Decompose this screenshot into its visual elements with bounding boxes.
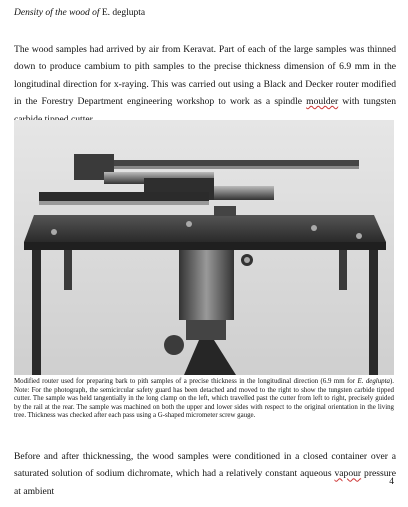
figure-caption: [14, 378, 394, 421]
router-photo-illustration: [14, 120, 394, 375]
running-header: [14, 8, 394, 19]
caption-text-1: Modified router used for preparing bark to pith samples of a precise thickness in the longitudinal direction (6.9 mm for: [14, 378, 358, 385]
header-species: E. deglupta: [101, 8, 146, 18]
page-number: 4: [389, 477, 394, 487]
caption-text-2: ). Note: For the photograph, the semicircular safety guard has been detached and moved to the right to show the tungsten carbide tipped cutter. The sample was held tangentially in the long clamp on the left, which travelled past the cutter from left to right, precisely guided by the rail at the rear. The sample was machined on both the upper and lower sides with respect to the original orientation in the living tree. Thickness was checked after each pass using a G-shaped micrometer screw gauge.: [14, 378, 394, 420]
body2-text-1: Before and after thicknessing, the wood samples were conditioned in a closed container over a saturated solution of sodium dichromate, which had a relatively constant aqueous: [14, 451, 396, 480]
caption-species: E. deglupta: [357, 378, 390, 385]
body2-spellcheck-word: vapour: [334, 468, 362, 480]
intro-text-2: with tungsten: [342, 96, 396, 108]
intro-paragraph: [14, 41, 396, 128]
body-paragraph-2: [14, 448, 396, 500]
router-photograph: [14, 120, 394, 375]
body2-text-2: pressure at ambient: [14, 468, 396, 497]
intro-spellcheck-word: moulder: [306, 96, 339, 108]
header-title: Density of the wood of: [14, 8, 100, 18]
intro-text-1: The wood samples had arrived by air from Keravat. Part of each of the large samples was thinned down to produce cambium to pith samples to the precise thickness dimension of 6.9 mm in the longitudinal direction for x-raying. This was carried out using a Black and Decker router modified in the Forestry Department engineering workshop to work as a spindle: [14, 44, 396, 108]
